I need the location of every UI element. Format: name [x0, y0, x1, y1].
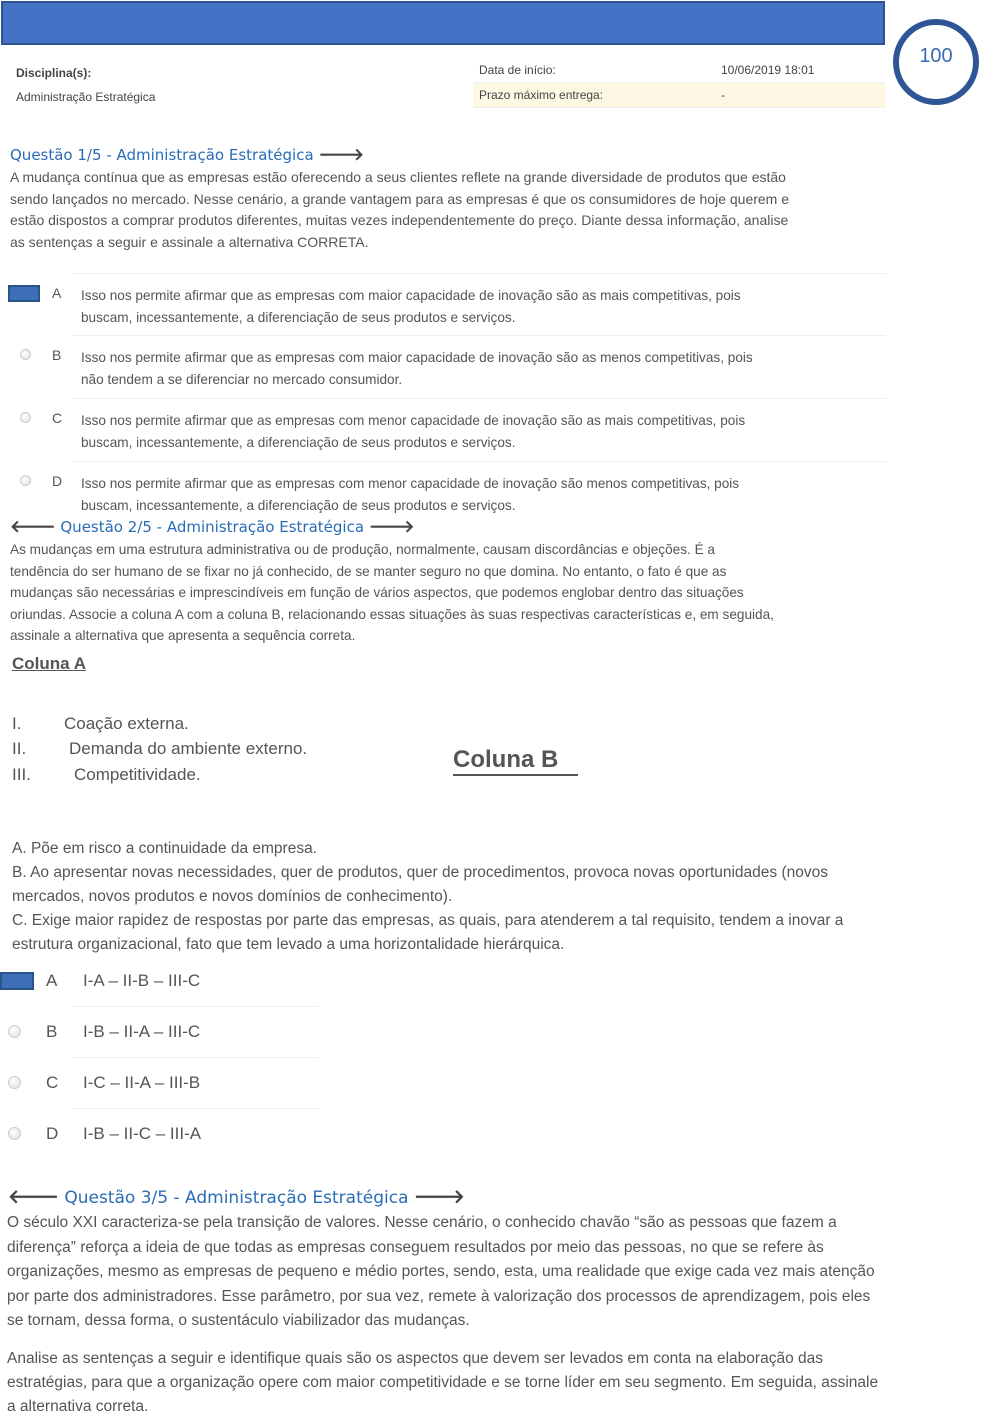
option-line: buscam, incessantemente, a diferenciação de seus produtos e serviços.: [81, 310, 516, 325]
q3-line: organizações, mesmo as empresas de pequeno e médio portes, sendo, esta, uma realidade que exige cada vez mais atenção: [7, 1263, 875, 1281]
q1-line: sendo lançados no mercado. Nesse cenário, a grande vantagem para as empresas é que os consumidores de hoje querem e: [10, 190, 790, 207]
option-letter: C: [52, 410, 63, 426]
roman-item: [12, 714, 189, 734]
option-line: buscam, incessantemente, a diferenciação de seus produtos e serviços.: [81, 435, 516, 450]
radio-button[interactable]: [8, 1127, 21, 1140]
q3-line: diferença” reforça a ideia de que todas as empresas conseguem resultados por meio das pessoas, no que se refere às: [7, 1238, 824, 1256]
option-letter: A: [46, 971, 58, 990]
prazo-label: Prazo máximo entrega:: [479, 88, 604, 102]
q2-statement: [10, 539, 774, 647]
radio-button[interactable]: [8, 1076, 21, 1089]
q2-next-arrow-icon[interactable]: 🡒: [368, 517, 415, 537]
info-table: [473, 58, 885, 108]
q2-title: Questão 2/5 - Administração Estratégica: [60, 518, 365, 536]
roman-item: [12, 739, 307, 759]
q1-line: estão dispostos a comprar produtos diferentes, muitas vezes independentemente do preço. Diante dessa informação, analise: [10, 212, 789, 228]
divider: [72, 273, 886, 274]
q1-title-row: [10, 145, 364, 165]
q3-instructions: [7, 1347, 878, 1419]
q3-statement: [7, 1211, 875, 1334]
data-inicio-value: 10/06/2019 18:01: [721, 63, 815, 77]
coluna-b-line: mercados, novos produtos e novos domínios de conhecimento).: [12, 888, 453, 905]
option-text: [81, 285, 881, 329]
q1-line: A mudança contínua que as empresas estão oferecendo a seus clientes reflete na grande diversidade de produtos que estão: [10, 169, 786, 185]
q3-line: se tornam, dessa forma, o sustentáculo viabilizador das mudanças.: [7, 1312, 470, 1330]
q2-line: tendência do ser humano de se fixar no já conhecido, de se manter seguro no que domina. No entanto, o fato é que as: [10, 563, 727, 579]
q3-line: a alternativa correta.: [7, 1398, 149, 1415]
q2-title-row: [10, 517, 414, 537]
q2-line: mudanças são necessárias e imprescindíveis em função de vários aspectos, que podemos englobar dentro das situações: [10, 585, 744, 600]
q3-line: Analise as sentenças a seguir e identifique quais são os aspectos que devem ser levados em conta na elaboração das: [7, 1350, 823, 1367]
q3-next-arrow-icon[interactable]: 🡒: [413, 1186, 465, 1208]
roman-text: Coação externa.: [64, 714, 189, 733]
selected-marker: [8, 285, 40, 302]
divider: [72, 1108, 318, 1109]
option-text: [81, 347, 881, 391]
score-value: 100: [919, 45, 953, 67]
coluna-a-heading: Coluna A: [12, 654, 86, 673]
roman-text: Demanda do ambiente externo.: [69, 739, 308, 758]
prazo-value: -: [721, 88, 725, 102]
q2-line: oriundas. Associe a coluna A com a coluna B, relacionando essas situações às suas respectivas características e, em seguida,: [10, 606, 774, 622]
data-inicio-label: Data de início:: [479, 63, 556, 77]
coluna-b-line: estrutura organizacional, fato que tem levado a uma horizontalidade hierárquica.: [12, 936, 565, 953]
selected-marker: [0, 972, 34, 990]
option-letter: D: [52, 473, 63, 489]
score-circle: [893, 19, 979, 105]
option-text: [81, 473, 881, 517]
option-text: I-A – II-B – III-C: [83, 971, 201, 990]
option-letter: C: [46, 1073, 59, 1092]
roman-number: III.: [12, 765, 31, 784]
option-line: Isso nos permite afirmar que as empresas com menor capacidade de inovação são as mais competitivas, pois: [81, 413, 746, 428]
option-letter: B: [46, 1022, 58, 1041]
option-line: Isso nos permite afirmar que as empresas com menor capacidade de inovação são menos competitivas, pois: [81, 476, 740, 491]
q1-statement: [10, 167, 789, 253]
divider: [72, 461, 886, 462]
header-bar: [1, 1, 885, 45]
q1-next-arrow-icon[interactable]: 🡒: [318, 145, 365, 165]
radio-button[interactable]: [8, 1025, 21, 1038]
radio-button[interactable]: [20, 349, 31, 360]
option-letter: D: [46, 1124, 59, 1143]
prazo-row: [473, 83, 885, 108]
option-letter: A: [52, 285, 62, 301]
q2-line: As mudanças em uma estrutura administrativa ou de produção, normalmente, causam discordâncias e objeções. É a: [10, 542, 715, 557]
option-text: I-B – II-C – III-A: [83, 1124, 202, 1143]
q3-line: estratégias, para que a organização opere com maior competitividade e se torne líder em seu segmento. Em seguida, assinale: [7, 1374, 879, 1391]
q3-title-row: [8, 1185, 465, 1208]
q1-title: Questão 1/5 - Administração Estratégica: [10, 146, 314, 164]
coluna-b-line: C. Exige maior rapidez de respostas por parte das empresas, as quais, para atenderem a tal requisito, tendem a inovar a: [12, 912, 844, 929]
divider: [72, 1006, 318, 1007]
roman-number: I.: [12, 714, 22, 733]
divider: [72, 335, 886, 336]
radio-button[interactable]: [20, 475, 31, 486]
option-line: Isso nos permite afirmar que as empresas com maior capacidade de inovação são as menos competitivas, pois: [81, 350, 753, 365]
roman-text: Competitividade.: [74, 765, 201, 784]
data-inicio-row: [473, 58, 885, 83]
option-text: [81, 410, 881, 454]
radio-button[interactable]: [20, 412, 31, 423]
q2-prev-arrow-icon[interactable]: 🡐: [10, 517, 56, 537]
q3-prev-arrow-icon[interactable]: 🡐: [8, 1186, 59, 1208]
option-text: I-B – II-A – III-C: [83, 1022, 201, 1041]
divider: [72, 1057, 318, 1058]
coluna-b-line: B. Ao apresentar novas necessidades, quer de produtos, quer de procedimentos, provoca novas oportunidades (novos: [12, 864, 828, 881]
option-line: não tendem a se diferenciar no mercado consumidor.: [81, 372, 403, 387]
q2-line: assinale a alternativa que apresenta a sequência correta.: [10, 628, 356, 643]
option-letter: B: [52, 347, 62, 363]
coluna-b-heading: Coluna B: [453, 746, 578, 776]
roman-item: [12, 765, 201, 785]
q3-title: Questão 3/5 - Administração Estratégica: [64, 1188, 409, 1208]
roman-number: II.: [12, 739, 27, 758]
coluna-b-items: [12, 837, 843, 957]
option-text: I-C – II-A – III-B: [83, 1073, 201, 1092]
q3-line: por parte dos administradores. Esse parâmetro, por sua vez, remete à valorização dos processos de aprendizagem, pois eles: [7, 1287, 871, 1305]
coluna-b-line: A. Põe em risco a continuidade da empresa.: [12, 840, 318, 857]
disciplina-label: Disciplina(s):: [16, 66, 92, 80]
q3-line: O século XXI caracteriza-se pela transição de valores. Nesse cenário, o conhecido chavão “são as pessoas que fazem a: [7, 1214, 837, 1231]
divider: [72, 398, 886, 399]
option-line: buscam, incessantemente, a diferenciação de seus produtos e serviços.: [81, 498, 516, 513]
disciplina-value: Administração Estratégica: [16, 90, 156, 104]
option-line: Isso nos permite afirmar que as empresas com maior capacidade de inovação são as mais competitivas, pois: [81, 288, 741, 303]
q1-line: as sentenças a seguir e assinale a alternativa CORRETA.: [10, 233, 369, 250]
